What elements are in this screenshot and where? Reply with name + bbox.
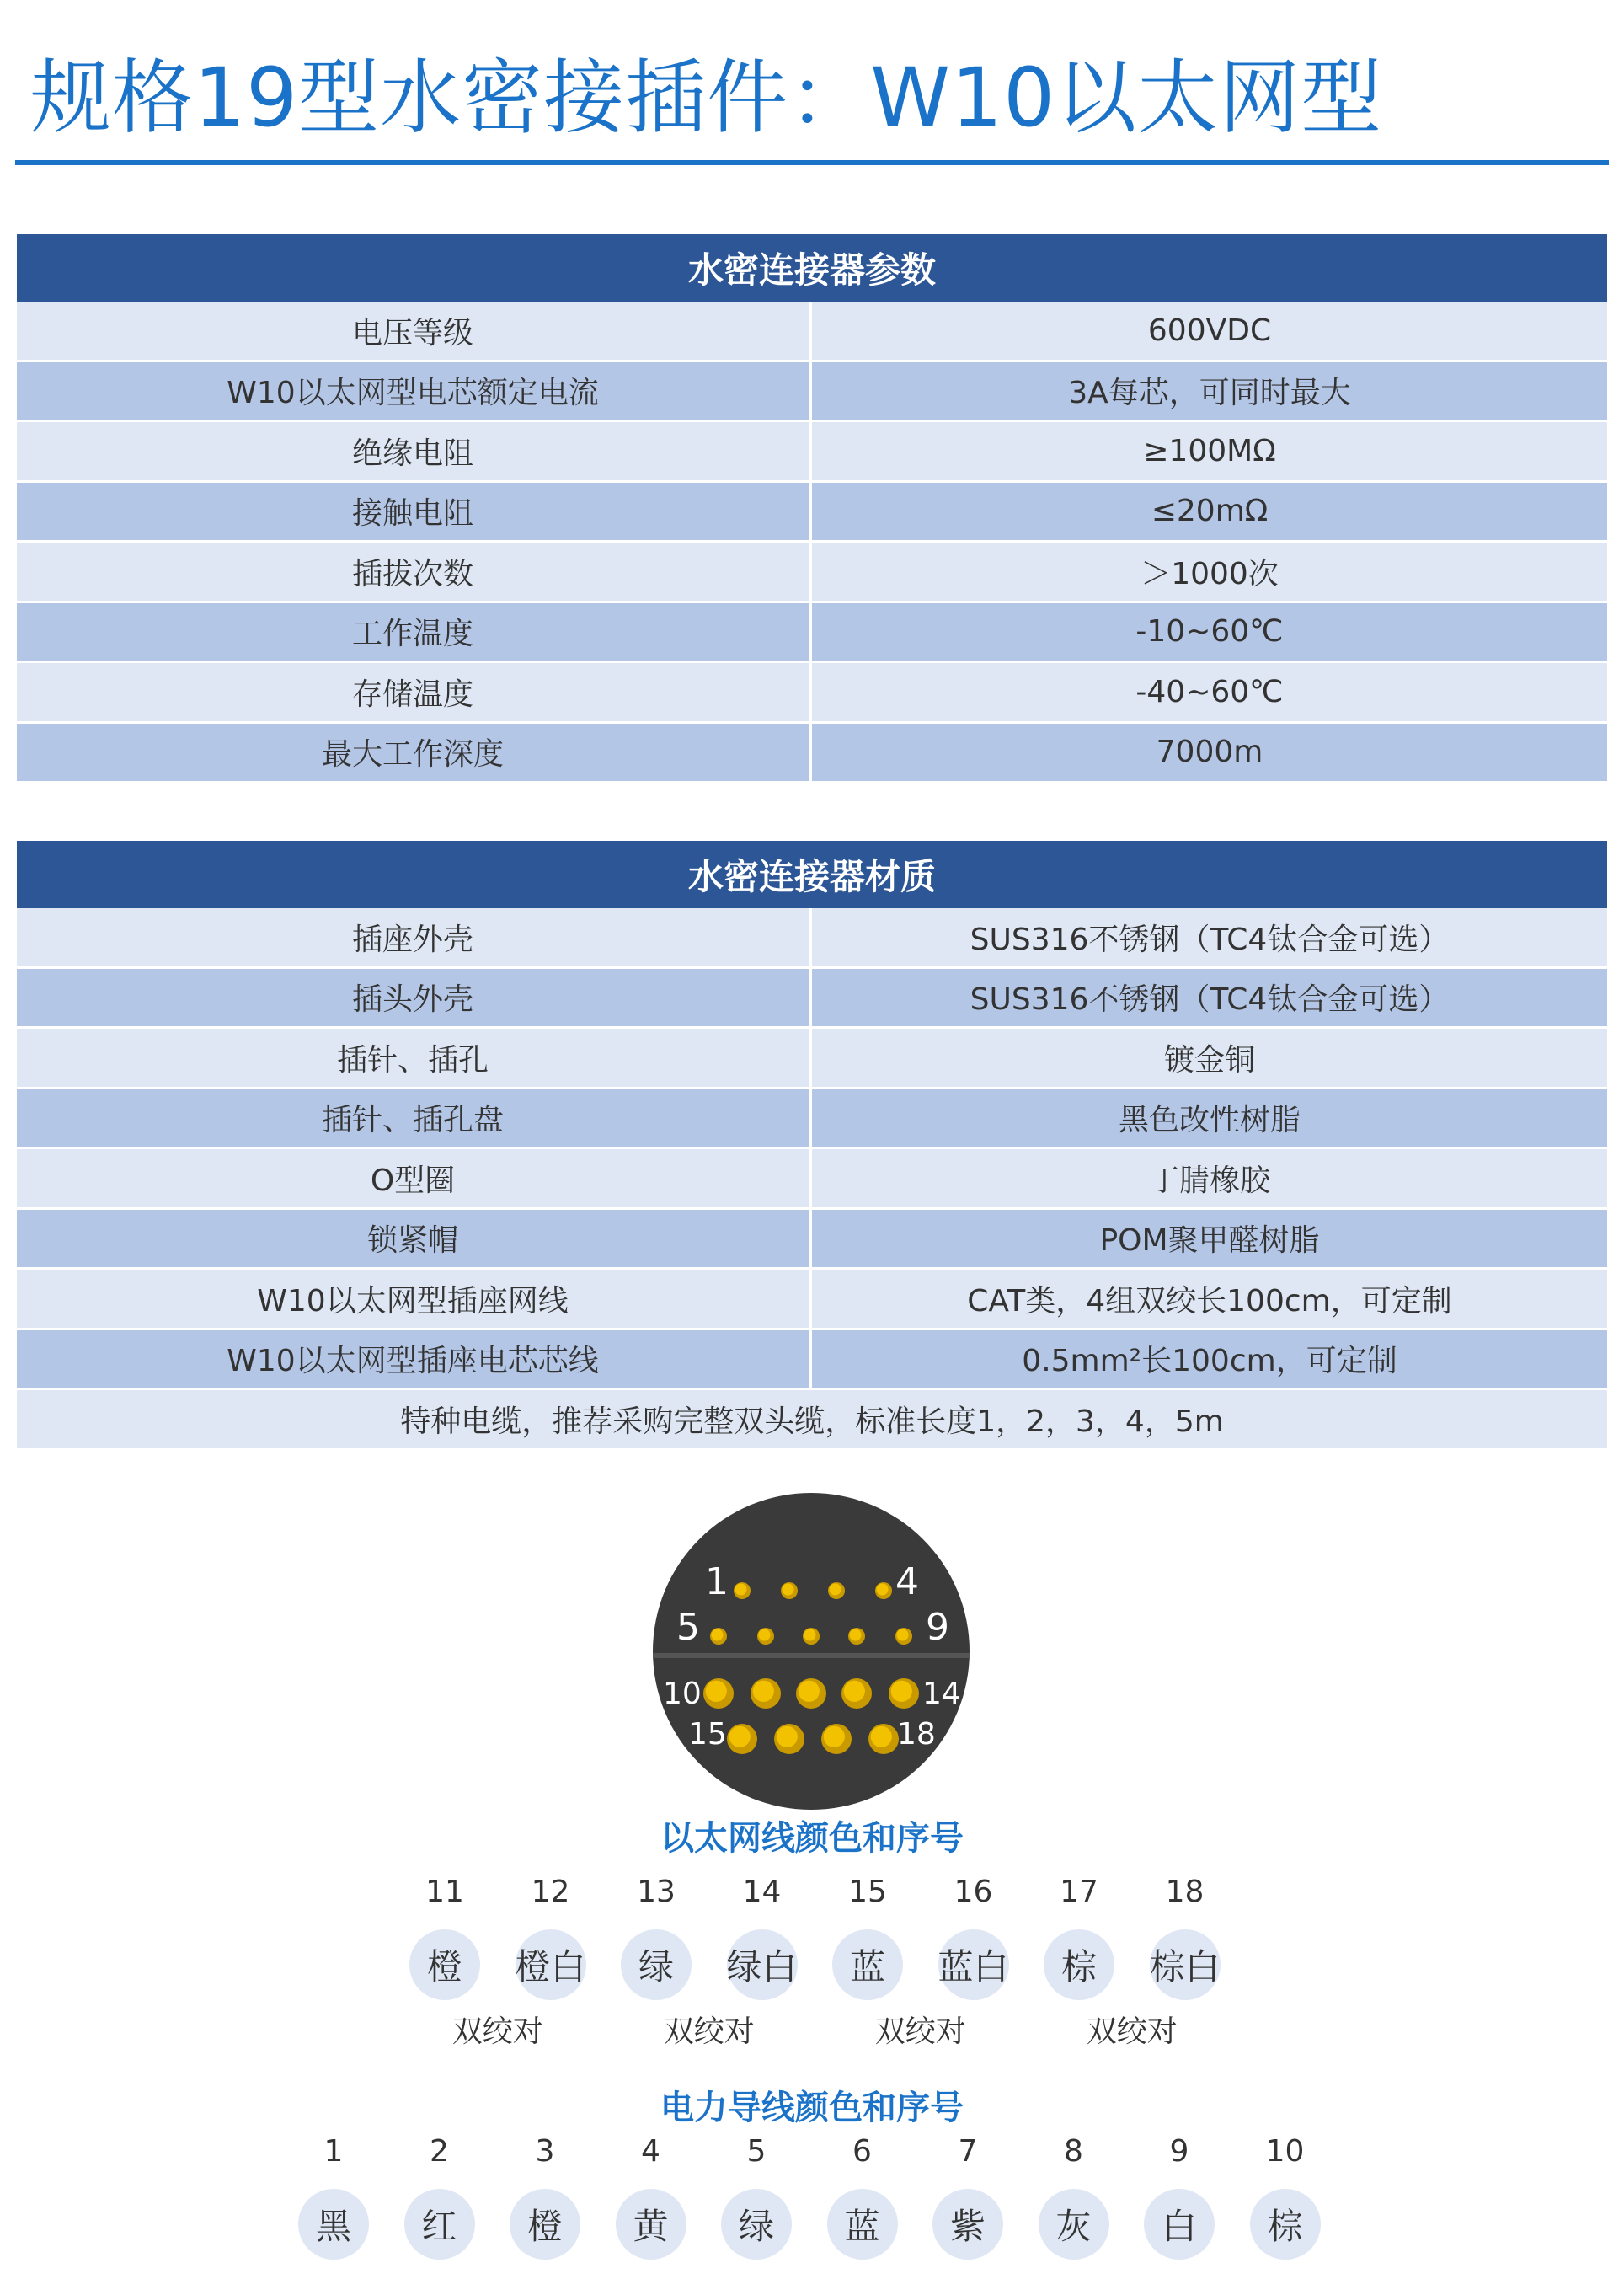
- ethernet-wire-color: 绿: [621, 1929, 692, 2000]
- pin-6: [757, 1628, 774, 1645]
- params-row: [17, 483, 1607, 543]
- pin-8: [848, 1628, 865, 1645]
- ethernet-wire-number: 18: [1165, 1875, 1205, 1909]
- pin-label-18: 18: [897, 1717, 936, 1752]
- power-wire-color: 红: [404, 2189, 475, 2260]
- power-wire-color: 棕: [1250, 2189, 1321, 2260]
- materials-label: 插座外壳: [17, 908, 812, 966]
- materials-value: 0.5mm²长100cm，可定制: [1022, 1344, 1397, 1379]
- params-row: [17, 663, 1607, 724]
- materials-label: W10以太网型插座网线: [17, 1270, 812, 1328]
- power-wire-color: 灰: [1039, 2189, 1109, 2260]
- params-label: 绝缘电阻: [17, 422, 812, 480]
- ethernet-pair-label: 双绞对: [663, 2014, 755, 2049]
- ethernet-wire-color: 蓝白: [938, 1929, 1009, 2000]
- materials-label: 插头外壳: [17, 969, 812, 1027]
- power-title: 电力导线颜色和序号: [660, 2089, 964, 2127]
- params-label: 插拔次数: [17, 543, 812, 601]
- pin-9: [895, 1628, 912, 1645]
- params-row: [17, 422, 1607, 483]
- pin-15: [727, 1724, 757, 1754]
- materials-row: [17, 1149, 1607, 1210]
- connector-divider: [653, 1653, 970, 1658]
- params-value: 7000m: [1156, 735, 1263, 770]
- pin-label-9: 9: [926, 1606, 949, 1649]
- pin-label-10: 10: [663, 1677, 702, 1711]
- params-row: [17, 603, 1607, 664]
- ethernet-wire-color: 橙: [409, 1929, 480, 2000]
- materials-label: 插针、插孔: [17, 1029, 812, 1087]
- power-wire-number: 7: [958, 2134, 978, 2169]
- materials-table-header: 水密连接器材质: [17, 841, 1607, 908]
- materials-value: 镀金铜: [1163, 1042, 1255, 1078]
- ethernet-pair-label: 双绞对: [874, 2014, 966, 2049]
- params-value: 3A每芯，可同时最大: [1068, 376, 1351, 411]
- materials-value: SUS316不锈钢（TC4钛合金可选）: [970, 922, 1450, 957]
- pin-11: [751, 1678, 781, 1709]
- materials-row: [17, 908, 1607, 969]
- power-wire-number: 6: [852, 2134, 872, 2169]
- power-wire-number: 1: [323, 2134, 344, 2169]
- pin-17: [821, 1724, 852, 1754]
- ethernet-wire-number: 12: [531, 1875, 570, 1909]
- ethernet-title: 以太网线颜色和序号: [660, 1819, 964, 1858]
- power-wire-color: 绿: [721, 2189, 792, 2260]
- page-title: 规格19型水密接插件：W10以太网型: [30, 51, 1383, 145]
- params-value: ＞1000次: [1141, 556, 1279, 591]
- ethernet-wire-number: 13: [637, 1875, 676, 1909]
- materials-row: [17, 1210, 1607, 1271]
- params-label: 工作温度: [17, 603, 812, 661]
- power-wire-color: 橙: [510, 2189, 580, 2260]
- params-table-header: 水密连接器参数: [17, 234, 1607, 302]
- pin-label-14: 14: [922, 1677, 961, 1711]
- pin-5: [710, 1628, 727, 1645]
- params-row: [17, 543, 1607, 603]
- materials-value: 丁腈橡胶: [1148, 1163, 1270, 1198]
- pin-label-4: 4: [895, 1560, 919, 1603]
- ethernet-wire-color: 蓝: [832, 1929, 903, 2000]
- power-wire-number: 2: [430, 2134, 449, 2169]
- materials-row: [17, 1029, 1607, 1089]
- materials-label: 锁紧帽: [17, 1210, 812, 1268]
- pin-label-15: 15: [688, 1717, 727, 1752]
- connector-pinout-diagram: [651, 1491, 971, 1811]
- ethernet-wire-color: 棕白: [1150, 1929, 1221, 2000]
- power-wire-number: 3: [535, 2134, 555, 2169]
- ethernet-wire-color: 绿白: [727, 1929, 798, 2000]
- materials-value: SUS316不锈钢（TC4钛合金可选）: [970, 982, 1450, 1018]
- power-wire-color: 白: [1144, 2189, 1215, 2260]
- ethernet-wire-number: 16: [954, 1875, 993, 1909]
- params-label: 接触电阻: [17, 483, 812, 541]
- pin-1: [734, 1582, 751, 1599]
- materials-value: 黑色改性树脂: [1118, 1103, 1301, 1138]
- materials-label: O型圈: [17, 1149, 812, 1207]
- power-wire-number: 9: [1169, 2134, 1189, 2169]
- materials-label: 插针、插孔盘: [17, 1089, 812, 1148]
- title-divider: [15, 160, 1609, 165]
- params-value: ≥100MΩ: [1143, 433, 1276, 468]
- pin-3: [828, 1582, 845, 1599]
- ethernet-pair-label: 双绞对: [1086, 2014, 1178, 2049]
- power-wire-color: 黄: [616, 2189, 686, 2260]
- params-value: ≤20mΩ: [1151, 494, 1269, 529]
- pin-label-1: 1: [705, 1560, 729, 1603]
- materials-note: 特种电缆，推荐采购完整双头缆，标准长度1，2，3，4，5m: [400, 1404, 1224, 1439]
- materials-label: W10以太网型插座电芯芯线: [17, 1330, 812, 1388]
- params-row: [17, 724, 1607, 784]
- params-row: [17, 302, 1607, 362]
- materials-note-row: [17, 1390, 1607, 1451]
- params-value: -10~60℃: [1135, 614, 1284, 650]
- power-wire-color: 蓝: [827, 2189, 898, 2260]
- pin-10: [703, 1678, 734, 1709]
- pin-4: [875, 1582, 892, 1599]
- materials-value: CAT类，4组双绞长100cm，可定制: [967, 1283, 1452, 1319]
- materials-row: [17, 969, 1607, 1030]
- materials-value: POM聚甲醛树脂: [1099, 1223, 1320, 1259]
- power-wire-number: 8: [1064, 2134, 1083, 2169]
- power-wire-number: 5: [746, 2134, 767, 2169]
- power-wire-number: 10: [1265, 2134, 1305, 2169]
- ethernet-wire-color: 棕: [1044, 1929, 1114, 2000]
- materials-row: [17, 1089, 1607, 1150]
- power-wire-color: 黑: [298, 2189, 369, 2260]
- pin-label-5: 5: [676, 1606, 700, 1649]
- ethernet-wire-number: 17: [1060, 1875, 1098, 1909]
- pin-7: [803, 1628, 820, 1645]
- pin-18: [868, 1724, 899, 1754]
- power-wire-color: 紫: [932, 2189, 1003, 2260]
- materials-row: [17, 1270, 1607, 1330]
- pin-12: [796, 1678, 826, 1709]
- params-label: W10以太网型电芯额定电流: [17, 362, 812, 420]
- ethernet-wire-number: 11: [425, 1875, 464, 1909]
- pin-13: [841, 1678, 872, 1709]
- params-label: 电压等级: [17, 302, 812, 360]
- materials-table: [17, 841, 1607, 1451]
- ethernet-wire-number: 14: [742, 1875, 782, 1909]
- params-label: 存储温度: [17, 663, 812, 721]
- pin-14: [889, 1678, 919, 1709]
- pin-2: [781, 1582, 798, 1599]
- ethernet-pair-label: 双绞对: [451, 2014, 543, 2049]
- materials-row: [17, 1330, 1607, 1391]
- pin-16: [774, 1724, 804, 1754]
- ethernet-wire-color: 橙白: [516, 1929, 586, 2000]
- params-value: -40~60℃: [1135, 674, 1284, 709]
- params-row: [17, 362, 1607, 423]
- power-wire-number: 4: [641, 2134, 660, 2169]
- params-table: [17, 234, 1607, 784]
- params-label: 最大工作深度: [17, 724, 812, 782]
- params-value: 600VDC: [1147, 313, 1272, 348]
- ethernet-wire-number: 15: [848, 1875, 887, 1909]
- connector-face: [653, 1493, 970, 1810]
